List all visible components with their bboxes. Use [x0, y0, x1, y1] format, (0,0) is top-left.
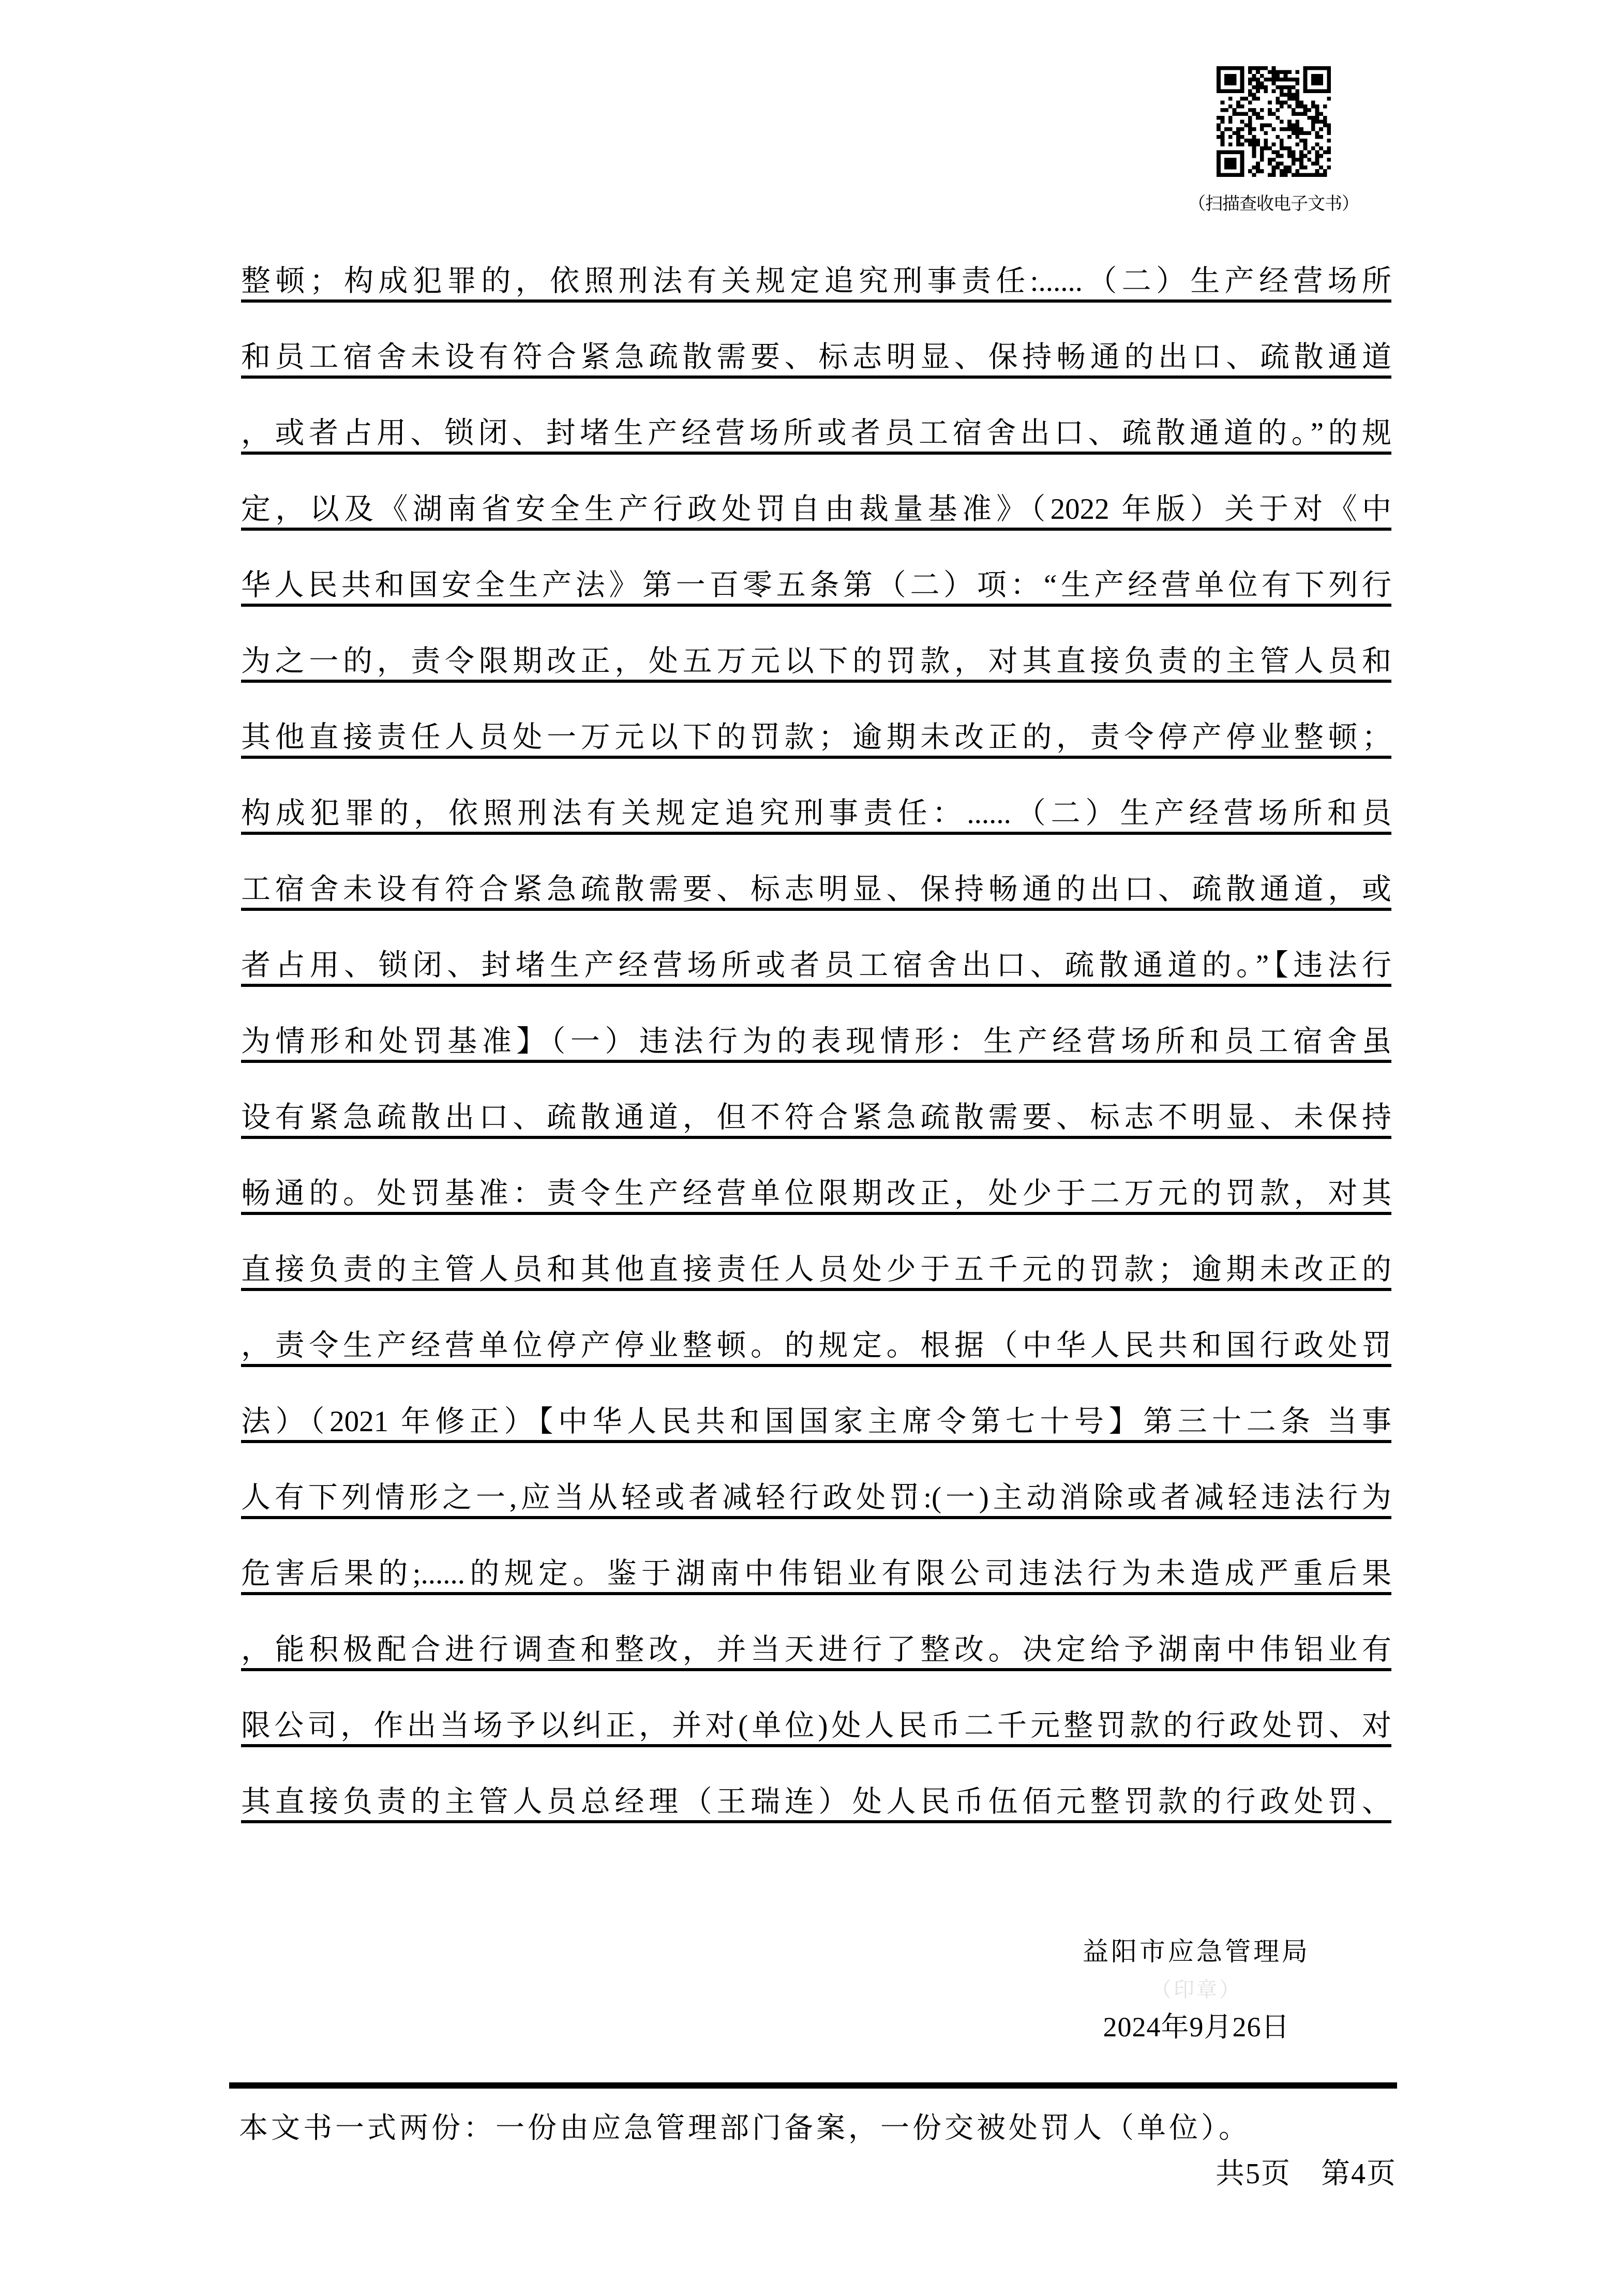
body-text-line [241, 1291, 1391, 1367]
body-text-line-text: 整顿；构成犯罪的，依照刑法有关规定追究刑事责任:......（二）生产经营场所 [241, 265, 1391, 298]
body-text-line [241, 1215, 1391, 1291]
body-text-line-text: 者占用、锁闭、封堵生产经营场所或者员工宿舍出口、疏散通道的。”【违法行 [241, 949, 1391, 982]
body-text-line-text: 工宿舍未设有符合紧急疏散需要、标志明显、保持畅通的出口、疏散通道，或 [241, 873, 1391, 906]
body-text-line-text: 法）（2021 年修正）【中华人民共和国国家主席令第七十号】第三十二条 当事 [241, 1405, 1391, 1438]
body-text-line-text: 人有下列情形之一,应当从轻或者减轻行政处罚:(一)主动消除或者减轻违法行为 [241, 1481, 1391, 1514]
body-text [241, 227, 1391, 1823]
qr-block [1186, 66, 1361, 215]
footer-divider [229, 2082, 1397, 2089]
body-text-line [241, 1139, 1391, 1215]
body-text-line [241, 1747, 1391, 1823]
body-text-line [241, 303, 1391, 379]
body-text-line-text: 构成犯罪的，依照刑法有关规定追究刑事责任：......（二）生产经营场所和员 [241, 797, 1391, 830]
page-indicator: 共5页 第4页 [1216, 2158, 1397, 2190]
body-text-line [241, 759, 1391, 835]
signature-block [1077, 1931, 1315, 2045]
body-text-line-text: 和员工宿舍未设有符合紧急疏散需要、标志明显、保持畅通的出口、疏散通道 [241, 341, 1391, 374]
body-text-line-text: 定，以及《湖南省安全生产行政处罚自由裁量基准》（2022 年版）关于对《中 [241, 493, 1391, 526]
body-text-line [241, 1443, 1391, 1519]
body-text-line [241, 1367, 1391, 1443]
body-text-line [241, 607, 1391, 683]
body-text-line-text: 直接负责的主管人员和其他直接责任人员处少于五千元的罚款；逾期未改正的 [241, 1253, 1391, 1286]
body-text-line [241, 683, 1391, 759]
body-text-line [241, 1595, 1391, 1671]
seal-hint: （印章） [1151, 1978, 1242, 2001]
body-text-line-text: 其直接负责的主管人员总经理（王瑞连）处人民币伍佰元整罚款的行政处罚、 [241, 1785, 1391, 1819]
body-text-line-text: ，或者占用、锁闭、封堵生产经营场所或者员工宿舍出口、疏散通道的。”的规 [241, 417, 1391, 450]
agency-name: 益阳市应急管理局 [1083, 1937, 1310, 1966]
qr-caption: （扫描查收电子文书） [1188, 194, 1359, 214]
body-text-line [241, 227, 1391, 303]
body-text-line [241, 1063, 1391, 1139]
body-text-line [241, 987, 1391, 1063]
body-text-line [241, 455, 1391, 531]
body-text-line [241, 531, 1391, 607]
body-text-line-text: 限公司，作出当场予以纠正，并对(单位)处人民币二千元整罚款的行政处罚、对 [241, 1709, 1391, 1743]
body-text-line-text: 危害后果的;......的规定。鉴于湖南中伟铝业有限公司违法行为未造成严重后果 [241, 1557, 1391, 1590]
signature-date: 2024年9月26日 [1103, 2012, 1290, 2043]
body-text-line [241, 911, 1391, 987]
body-text-line-text: ，能积极配合进行调查和整改，并当天进行了整改。决定给予湖南中伟铝业有 [241, 1633, 1391, 1667]
body-text-line-text: ，责令生产经营单位停产停业整顿。的规定。根据（中华人民共和国行政处罚 [241, 1329, 1391, 1362]
body-text-line-text: 其他直接责任人员处一万元以下的罚款；逾期未改正的，责令停产停业整顿； [241, 721, 1391, 754]
body-text-line-text: 畅通的。处罚基准：责令生产经营单位限期改正，处少于二万元的罚款，对其 [241, 1177, 1391, 1210]
body-text-line-text: 设有紧急疏散出口、疏散通道，但不符合紧急疏散需要、标志不明显、未保持 [241, 1101, 1391, 1134]
qr-code [1217, 66, 1331, 177]
body-text-line-text: 华人民共和国安全生产法》第一百零五条第（二）项：“生产经营单位有下列行 [241, 569, 1391, 602]
body-text-line-text: 为之一的，责令限期改正，处五万元以下的罚款，对其直接负责的主管人员和 [241, 645, 1391, 678]
body-text-line [241, 1671, 1391, 1747]
body-text-line-text: 为情形和处罚基准】（一）违法行为的表现情形：生产经营场所和员工宿舍虽 [241, 1025, 1391, 1058]
body-text-line [241, 1519, 1391, 1595]
body-text-line [241, 379, 1391, 455]
body-text-line [241, 835, 1391, 911]
footer-note: 本文书一式两份：一份由应急管理部门备案，一份交被处罚人（单位）。 [239, 2112, 1251, 2144]
